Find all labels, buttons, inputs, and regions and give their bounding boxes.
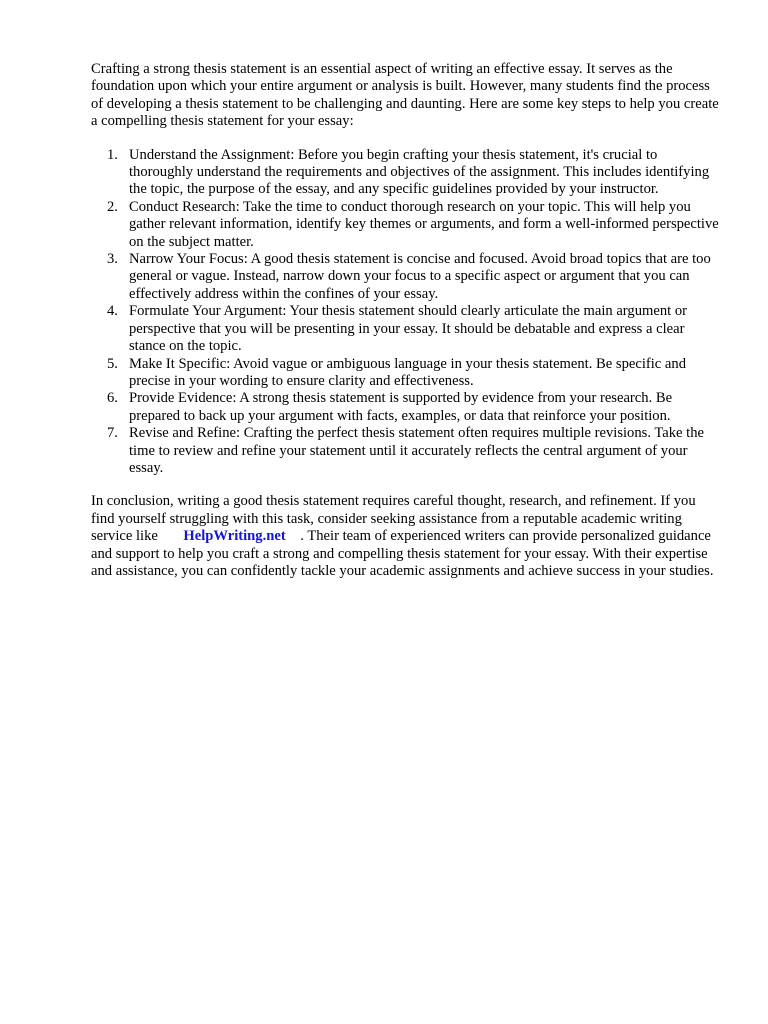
list-item-number: 2. [107, 198, 118, 215]
list-item-number: 6. [107, 390, 118, 407]
list-item [91, 390, 721, 425]
list-item-text: Narrow Your Focus: A good thesis statement is concise and focused. Avoid broad topics that are too general or vague. Instead, narrow down your focus to a specific aspect or argument that you can effectively address within the confines of your essay. [129, 251, 711, 302]
list-item-number: 7. [107, 425, 118, 442]
helpwriting-link[interactable]: HelpWriting.net [183, 528, 286, 545]
list-item-text: Understand the Assignment: Before you begin crafting your thesis statement, it's crucial to thoroughly understand the requirements and objectives of the assignment. This includes identifying the topic, the purpose of the essay, and any specific guidelines provided by your instructor. [129, 146, 710, 198]
list-item [91, 199, 721, 251]
list-item-number: 5. [107, 355, 118, 372]
list-item [91, 147, 721, 199]
list-item-text: Conduct Research: Take the time to conduct thorough research on your topic. This will help you gather relevant information, identify key themes or arguments, and form a well-informed perspective on the subject matter. [129, 198, 719, 250]
list-item [91, 356, 721, 391]
list-item [91, 251, 721, 303]
steps-list [91, 147, 721, 478]
list-item-text: Make It Specific: Avoid vague or ambiguous language in your thesis statement. Be specific and precise in your wording to ensure clarity and effectiveness. [129, 355, 686, 389]
list-item [91, 425, 721, 477]
list-item-number: 1. [107, 146, 118, 163]
list-item [91, 303, 721, 355]
conclusion-paragraph [91, 493, 721, 580]
conclusion-text-before-link: In conclusion, writing a good thesis statement requires careful thought, research, and refinement. If you find yourself struggling with this task, consider seeking assistance from a reputable academic writing service like [91, 493, 696, 545]
list-item-text: Provide Evidence: A strong thesis statement is supported by evidence from your research. Be prepared to back up your argument with facts, examples, or data that reinforce your position. [129, 390, 673, 424]
list-item-number: 3. [107, 251, 118, 268]
intro-paragraph: Crafting a strong thesis statement is an essential aspect of writing an effective essay. It serves as the foundation upon which your entire argument or analysis is built. However, many students find the process of developing a thesis statement to be challenging and daunting. Here are some key steps to help you create a compelling thesis statement for your essay: [91, 61, 719, 130]
list-item-number: 4. [107, 303, 118, 320]
document-page [91, 61, 721, 580]
list-item-text: Formulate Your Argument: Your thesis statement should clearly articulate the main argument or perspective that you will be presenting in your essay. It should be debatable and express a clear stance on the topic. [129, 303, 687, 355]
list-item-text: Revise and Refine: Crafting the perfect thesis statement often requires multiple revisions. Take the time to review and refine your statement until it accurately reflects the central argument of your essay. [129, 425, 704, 476]
conclusion-text-after-link: . Their team of experienced writers can provide personalized guidance and support to help you craft a strong and compelling thesis statement for your essay. With their expertise and assistance, you can confidently tackle your academic assignments and achieve success in your studies. [91, 528, 714, 579]
